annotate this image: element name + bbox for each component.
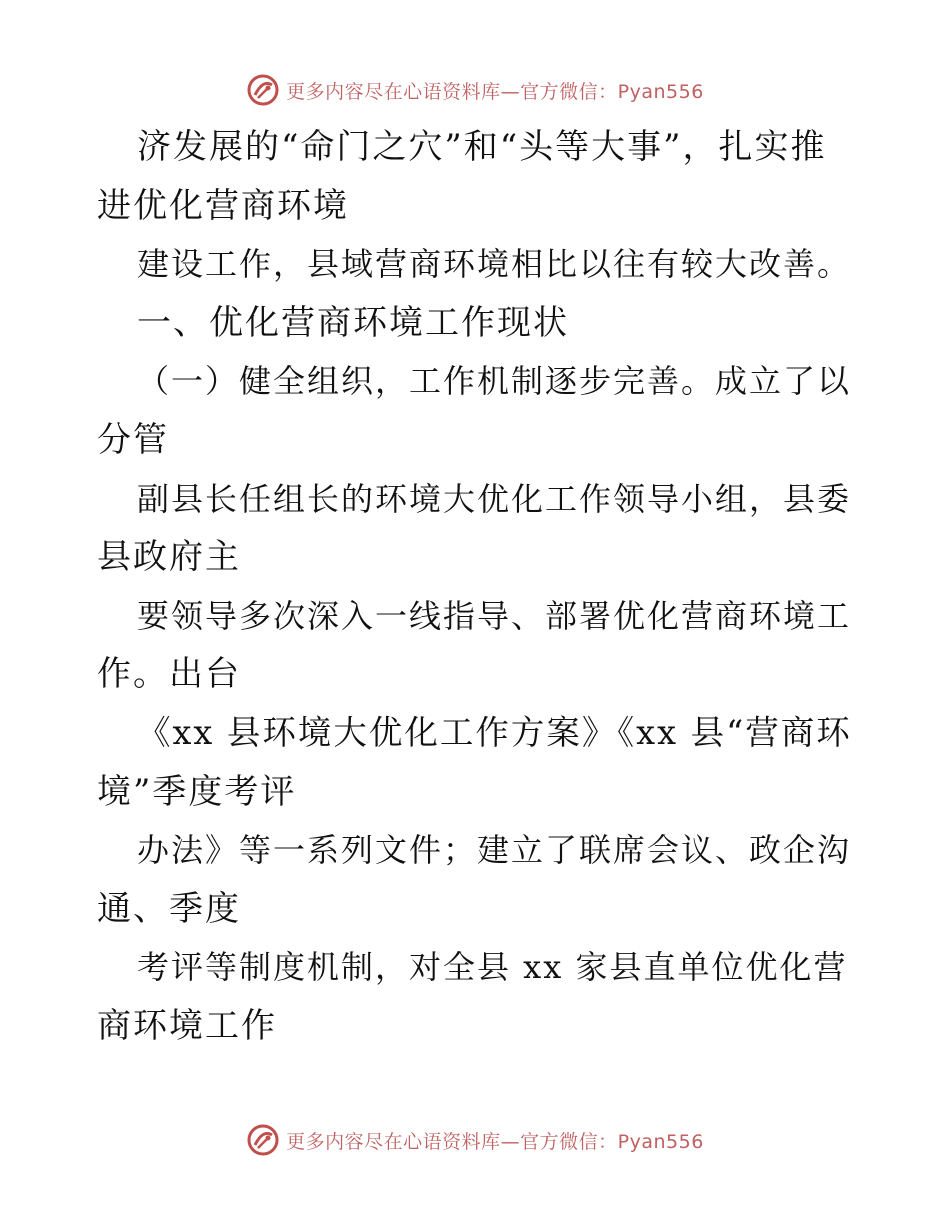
text-line: 要领导多次深入一线指导、部署优化营商环境工 <box>137 596 852 635</box>
text-line: 商环境工作 <box>97 1005 277 1046</box>
text-line: 进优化营商环境 <box>97 185 349 226</box>
text-line: 分管 <box>97 419 169 460</box>
text-line: 办法》等一系列文件；建立了联席会议、政企沟 <box>137 831 852 870</box>
logo-icon <box>246 73 280 107</box>
text-line: 作。出台 <box>97 654 241 695</box>
header-banner <box>0 70 950 110</box>
logo-icon <box>246 1123 280 1157</box>
text-line: 通、季度 <box>97 888 241 929</box>
text-line: 副县长任组长的环境大优化工作领导小组，县委 <box>137 479 852 518</box>
text-line: 一、优化营商环境工作现状 <box>137 302 569 343</box>
header-banner-text: 更多内容尽在心语资料库—官方微信：Pyan556 <box>286 80 704 103</box>
text-line: 境”季度考评 <box>97 771 297 812</box>
footer-banner-text: 更多内容尽在心语资料库—官方微信：Pyan556 <box>286 1130 704 1153</box>
text-line: 考评等制度机制，对全县 xx 家县直单位优化营 <box>137 948 848 987</box>
text-line: （一）健全组织，工作机制逐步完善。成立了以 <box>137 362 852 401</box>
text-line: 济发展的“命门之穴”和“头等大事”，扎实推 <box>137 127 827 167</box>
footer-banner <box>0 1120 950 1160</box>
text-line: 县政府主 <box>97 537 241 578</box>
body-text <box>97 118 857 1056</box>
text-line: 建设工作，县域营商环境相比以往有较大改善。 <box>137 245 852 284</box>
text-line: 《xx 县环境大优化工作方案》《xx 县“营商环 <box>137 712 852 752</box>
